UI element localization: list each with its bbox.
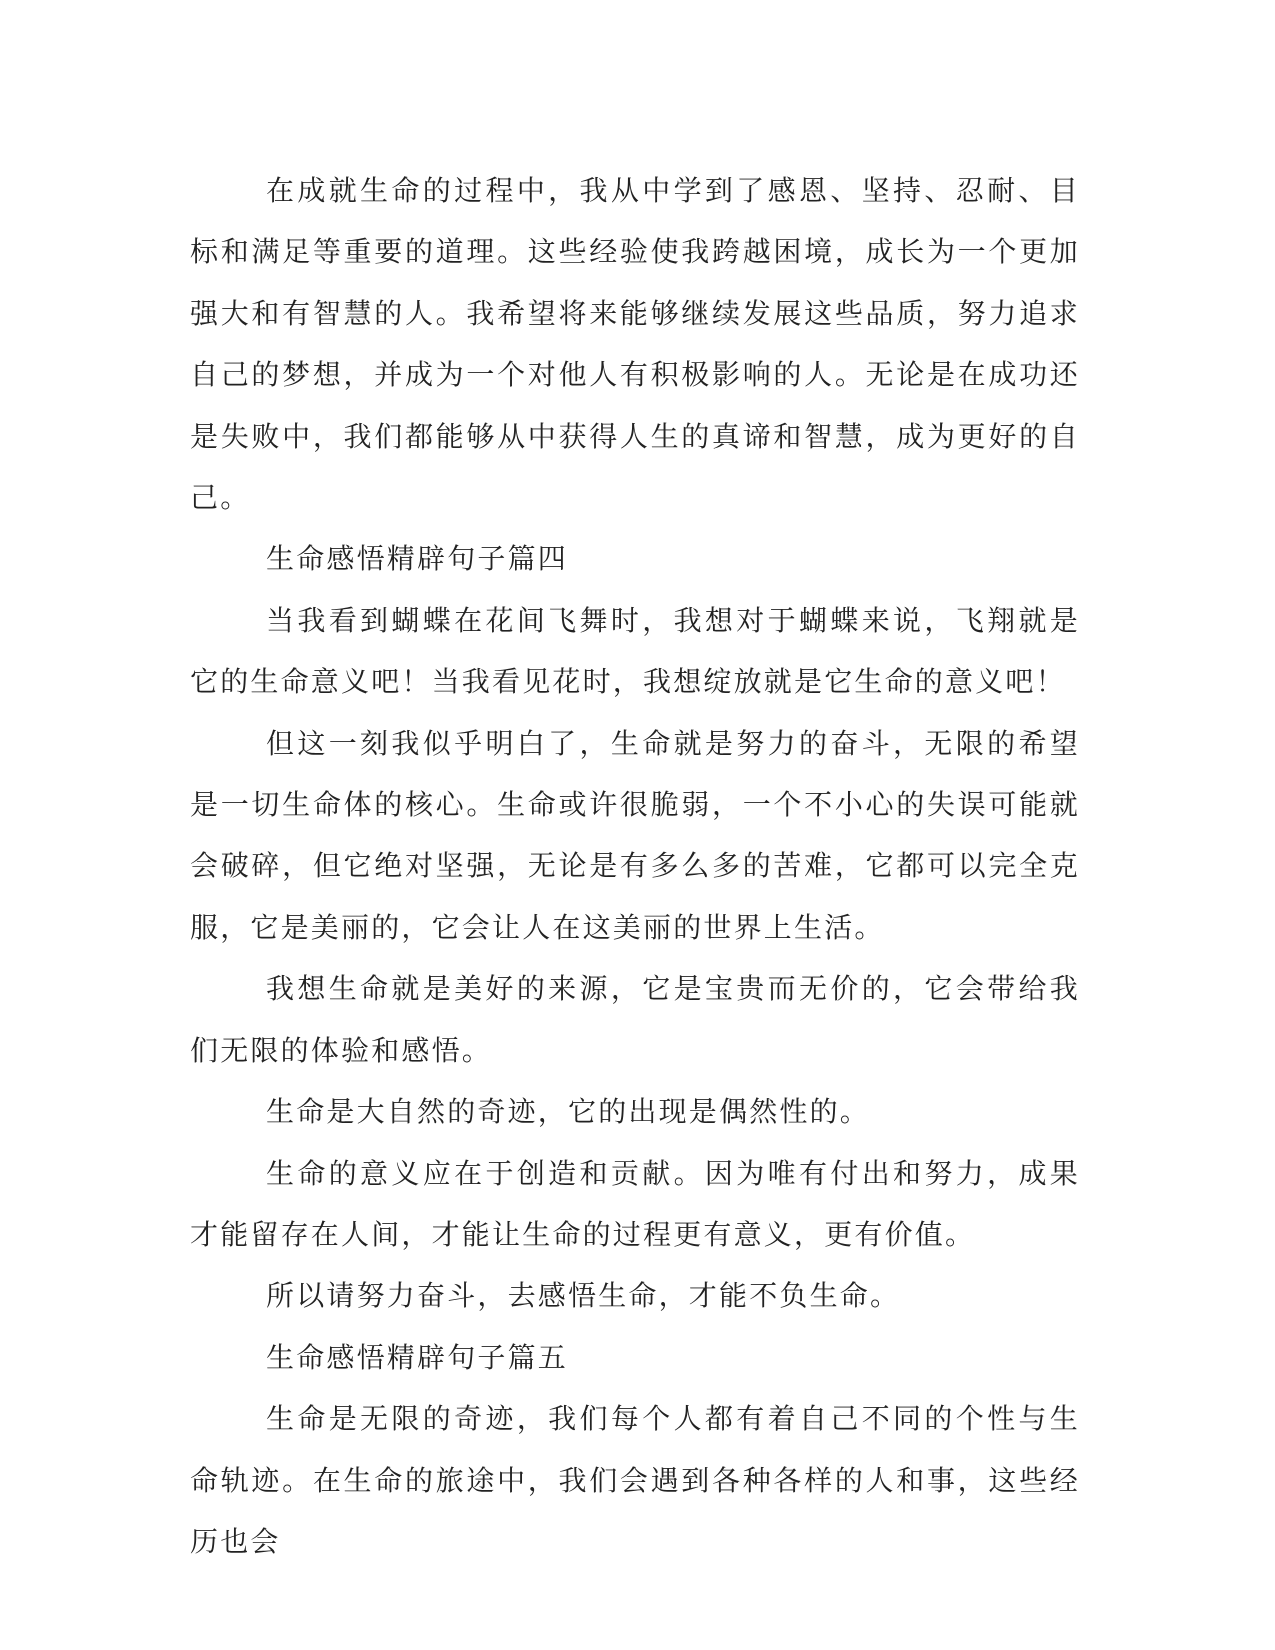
paragraph: 生命是大自然的奇迹，它的出现是偶然性的。 xyxy=(266,1095,871,1129)
section-heading: 生命感悟精辟句子篇四 xyxy=(266,542,569,576)
paragraph: 我想生命就是美好的来源，它是宝贵而无价的，它会带给我们无限的体验和感悟。 xyxy=(190,972,1080,1067)
section-heading: 生命感悟精辟句子篇五 xyxy=(266,1340,569,1374)
paragraph: 生命是无限的奇迹，我们每个人都有着自己不同的个性与生命轨迹。在生命的旅途中，我们会遇到各种各样的人和事，这些经历也会 xyxy=(190,1402,1080,1558)
document-body xyxy=(190,160,1080,1572)
paragraph: 生命的意义应在于创造和贡献。因为唯有付出和努力，成果才能留存在人间，才能让生命的过程更有意义，更有价值。 xyxy=(190,1156,1080,1251)
paragraph: 当我看到蝴蝶在花间飞舞时，我想对于蝴蝶来说，飞翔就是它的生命意义吧！当我看见花时，我想绽放就是它生命的意义吧！ xyxy=(190,603,1080,699)
paragraph: 但这一刻我似乎明白了，生命就是努力的奋斗，无限的希望是一切生命体的核心。生命或许很脆弱，一个不小心的失误可能就会破碎，但它绝对坚强，无论是有多么多的苦难，它都可以完全克服，它是美丽的，它会让人在这美丽的世界上生活。 xyxy=(190,726,1080,944)
paragraph: 在成就生命的过程中，我从中学到了感恩、坚持、忍耐、目标和满足等重要的道理。这些经验使我跨越困境，成长为一个更加强大和有智慧的人。我希望将来能够继续发展这些品质，努力追求自己的梦想，并成为一个对他人有积极影响的人。无论是在成功还是失败中，我们都能够从中获得人生的真谛和智慧，成为更好的自己。 xyxy=(190,174,1080,515)
paragraph: 所以请努力奋斗，去感悟生命，才能不负生命。 xyxy=(266,1279,901,1313)
